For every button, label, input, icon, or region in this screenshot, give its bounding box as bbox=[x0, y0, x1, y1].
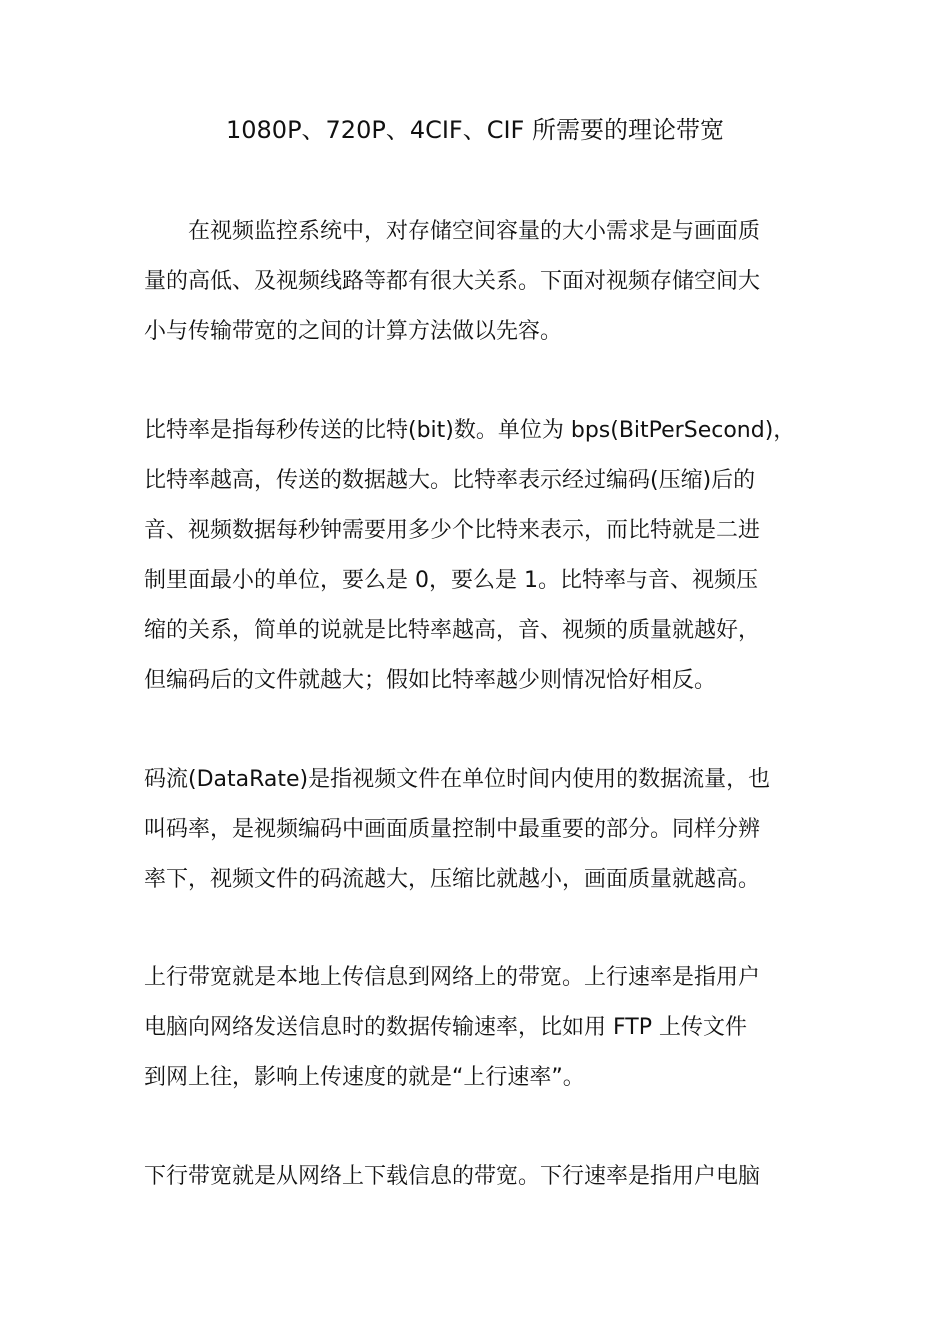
paragraph-line: 比特率越高，传送的数据越大。比特率表示经过编码(压缩)后的 bbox=[144, 468, 756, 493]
paragraph-line: 在视频监控系统中，对存储空间容量的大小需求是与画面质 bbox=[188, 219, 761, 244]
paragraph-bitrate bbox=[144, 406, 796, 706]
paragraph-line: 下行带宽就是从网络上下载信息的带宽。下行速率是指用户电脑 bbox=[144, 1164, 761, 1189]
paragraph-line: 率下，视频文件的码流越大，压缩比就越小，画面质量就越高。 bbox=[144, 867, 761, 892]
paragraph-line: 比特率是指每秒传送的比特(bit)数。单位为 bps(BitPerSecond)， bbox=[144, 418, 796, 443]
paragraph-line: 制里面最小的单位，要么是 0，要么是 1。比特率与音、视频压 bbox=[144, 568, 758, 593]
paragraph-line: 上行带宽就是本地上传信息到网络上的带宽。上行速率是指用户 bbox=[144, 965, 761, 990]
paragraph-intro bbox=[144, 207, 784, 357]
paragraph-line: 电脑向网络发送信息时的数据传输速率，比如用 FTP 上传文件 bbox=[144, 1015, 747, 1040]
paragraph-datarate bbox=[144, 755, 784, 905]
paragraph-line: 音、视频数据每秒钟需要用多少个比特来表示，而比特就是二进 bbox=[144, 518, 761, 543]
paragraph-upstream bbox=[144, 953, 784, 1103]
paragraph-line: 缩的关系，简单的说就是比特率越高，音、视频的质量就越好， bbox=[144, 618, 761, 643]
paragraph-line: 到网上往，影响上传速度的就是“上行速率”。 bbox=[144, 1065, 585, 1090]
paragraph-line: 但编码后的文件就越大；假如比特率越少则情况恰好相反。 bbox=[144, 668, 717, 693]
paragraph-line: 码流(DataRate)是指视频文件在单位时间内使用的数据流量，也 bbox=[144, 767, 771, 792]
document-title: 1080P、720P、4CIF、CIF 所需要的理论带宽 bbox=[225, 116, 724, 144]
paragraph-line: 量的高低、及视频线路等都有很大关系。下面对视频存储空间大 bbox=[144, 269, 761, 294]
paragraph-downstream bbox=[144, 1152, 784, 1202]
paragraph-line: 叫码率，是视频编码中画面质量控制中最重要的部分。同样分辨 bbox=[144, 817, 761, 842]
paragraph-line: 小与传输带宽的之间的计算方法做以先容。 bbox=[144, 319, 563, 344]
